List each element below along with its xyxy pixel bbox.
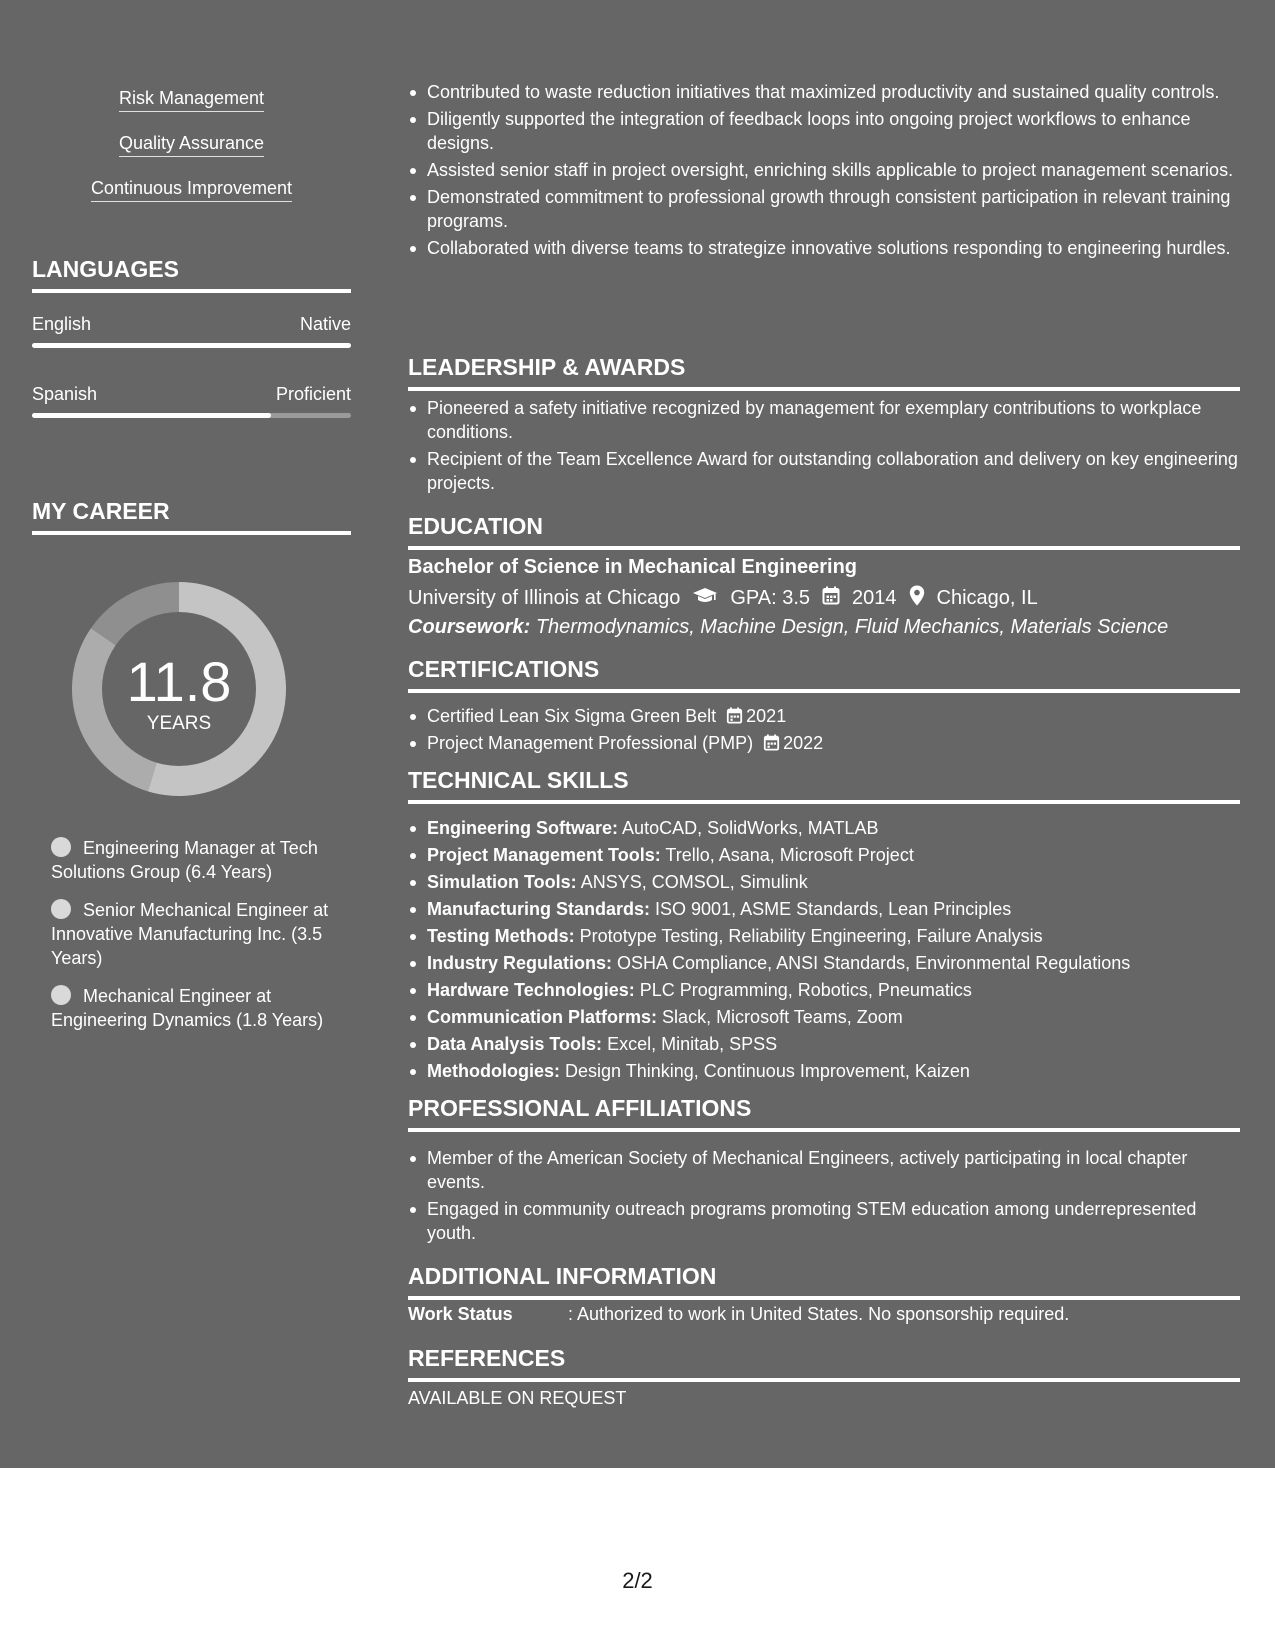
calendar-icon xyxy=(763,733,780,750)
list-item xyxy=(408,924,1240,948)
language-name: Spanish xyxy=(32,384,98,404)
coursework-text: Thermodynamics, Machine Design, Fluid Mechanics, Materials Science xyxy=(535,616,1169,638)
list-item xyxy=(408,731,1240,755)
language-bar-english xyxy=(32,343,351,348)
skill-value: AutoCAD, SolidWorks, MATLAB xyxy=(622,818,879,838)
list-item: Contributed to waste reduction initiatives that maximized productivity and sustained quality controls. xyxy=(408,80,1240,104)
career-item: Engineering Manager at Tech Solutions Group (6.4 Years) xyxy=(51,838,318,882)
skill-label: Manufacturing Standards: xyxy=(427,899,651,919)
language-row-english xyxy=(32,314,351,335)
skill-link-risk-management[interactable]: Risk Management xyxy=(32,88,351,109)
list-item xyxy=(408,897,1240,921)
list-item: Demonstrated commitment to professional growth through consistent participation in relevant training programs. xyxy=(408,185,1240,233)
list-item xyxy=(408,951,1240,975)
skill-label: Hardware Technologies: xyxy=(427,980,635,1000)
skill-value: Design Thinking, Continuous Improvement, Kaizen xyxy=(565,1061,970,1081)
list-item xyxy=(408,1005,1240,1029)
career-item: Senior Mechanical Engineer at Innovative Manufacturing Inc. (3.5 Years) xyxy=(51,900,329,968)
skill-value: ANSYS, COMSOL, Simulink xyxy=(580,872,808,892)
location-pin-icon xyxy=(909,585,925,612)
skill-label: Testing Methods: xyxy=(427,926,575,946)
list-item: Collaborated with diverse teams to strategize innovative solutions responding to engineering hurdles. xyxy=(408,236,1240,260)
skill-label: Project Management Tools: xyxy=(427,845,661,865)
skill-label: Engineering Software: xyxy=(427,818,619,838)
education-coursework xyxy=(408,616,1168,639)
page-number: 2/2 xyxy=(622,1568,653,1593)
leadership-heading: LEADERSHIP & AWARDS xyxy=(408,354,1240,391)
career-total-years: 11.8 xyxy=(126,650,232,713)
language-bar-fill xyxy=(32,343,351,348)
references-heading: REFERENCES xyxy=(408,1345,1240,1382)
language-level: Native xyxy=(299,314,351,334)
list-item xyxy=(408,870,1240,894)
skill-link-quality-assurance[interactable]: Quality Assurance xyxy=(32,133,351,154)
education-year: 2014 xyxy=(852,587,897,609)
skill-link-continuous-improvement[interactable]: Continuous Improvement xyxy=(32,178,351,199)
certification-name: Project Management Professional (PMP) xyxy=(427,733,754,753)
education-degree: Bachelor of Science in Mechanical Engineering xyxy=(408,556,858,578)
work-status-label: Work Status xyxy=(408,1304,513,1324)
language-row-spanish xyxy=(32,384,351,405)
calendar-icon xyxy=(822,586,840,611)
language-level: Proficient xyxy=(275,384,351,404)
list-item: Engaged in community outreach programs promoting STEM education among underrepresented youth. xyxy=(408,1197,1240,1245)
career-total-unit: YEARS xyxy=(146,713,212,734)
language-bar-fill xyxy=(32,413,271,418)
work-status-row xyxy=(408,1304,1069,1325)
education-school: University of Illinois at Chicago xyxy=(408,587,681,609)
skill-label: Methodologies: xyxy=(427,1061,560,1081)
legend-dot-icon xyxy=(51,837,71,857)
skill-label: Industry Regulations: xyxy=(427,953,613,973)
list-item: Pioneered a safety initiative recognized by management for exemplary contributions to workplace conditions. xyxy=(408,396,1240,444)
list-item xyxy=(408,1032,1240,1056)
graduation-cap-icon xyxy=(692,587,718,611)
skill-value: OSHA Compliance, ANSI Standards, Environmental Regulations xyxy=(617,953,1131,973)
list-item xyxy=(408,978,1240,1002)
skill-value: PLC Programming, Robotics, Pneumatics xyxy=(639,980,972,1000)
skill-label: Data Analysis Tools: xyxy=(427,1034,603,1054)
list-item: Recipient of the Team Excellence Award for outstanding collaboration and delivery on key engineering projects. xyxy=(408,447,1240,495)
technical-skills-heading: TECHNICAL SKILLS xyxy=(408,767,1240,804)
list-item: Diligently supported the integration of feedback loops into ongoing project workflows to enhance designs. xyxy=(408,107,1240,155)
skill-value: Slack, Microsoft Teams, Zoom xyxy=(662,1007,903,1027)
list-item xyxy=(408,816,1240,840)
list-item xyxy=(408,1059,1240,1083)
experience-bullet-list xyxy=(408,80,1240,263)
skill-value: Trello, Asana, Microsoft Project xyxy=(665,845,914,865)
list-item: Member of the American Society of Mechanical Engineers, actively participating in local chapter events. xyxy=(408,1146,1240,1194)
education-location: Chicago, IL xyxy=(936,587,1038,609)
language-bar-spanish xyxy=(32,413,351,418)
certifications-list xyxy=(408,704,1240,758)
certification-year: 2021 xyxy=(746,706,787,726)
calendar-icon xyxy=(726,706,743,723)
education-details xyxy=(408,585,1038,612)
affiliations-heading: PROFESSIONAL AFFILIATIONS xyxy=(408,1095,1240,1132)
work-status-value: : Authorized to work in United States. No sponsorship required. xyxy=(568,1304,1070,1324)
skill-label: Communication Platforms: xyxy=(427,1007,658,1027)
skill-value: ISO 9001, ASME Standards, Lean Principles xyxy=(655,899,1012,919)
legend-dot-icon xyxy=(51,899,71,919)
list-item xyxy=(408,843,1240,867)
list-item xyxy=(408,704,1240,728)
education-gpa: GPA: 3.5 xyxy=(730,587,811,609)
career-heading: MY CAREER xyxy=(32,498,351,535)
language-name: English xyxy=(32,314,92,334)
certification-year: 2022 xyxy=(783,733,824,753)
skill-value: Excel, Minitab, SPSS xyxy=(607,1034,778,1054)
education-heading: EDUCATION xyxy=(408,513,1240,550)
skill-label: Simulation Tools: xyxy=(427,872,577,892)
legend-dot-icon xyxy=(51,985,71,1005)
skill-value: Prototype Testing, Reliability Engineering, Failure Analysis xyxy=(579,926,1043,946)
affiliations-list xyxy=(408,1146,1240,1248)
career-item: Mechanical Engineer at Engineering Dynamics (1.8 Years) xyxy=(51,986,324,1030)
languages-heading: LANGUAGES xyxy=(32,256,351,293)
certification-name: Certified Lean Six Sigma Green Belt xyxy=(427,706,717,726)
references-text: AVAILABLE ON REQUEST xyxy=(408,1388,627,1408)
leadership-list xyxy=(408,396,1240,498)
certifications-heading: CERTIFICATIONS xyxy=(408,656,1240,693)
list-item: Assisted senior staff in project oversight, enriching skills applicable to project management scenarios. xyxy=(408,158,1240,182)
career-donut-chart xyxy=(66,576,292,802)
additional-info-heading: ADDITIONAL INFORMATION xyxy=(408,1263,1240,1300)
coursework-label: Coursework: xyxy=(408,616,531,638)
technical-skills-list xyxy=(408,816,1240,1086)
